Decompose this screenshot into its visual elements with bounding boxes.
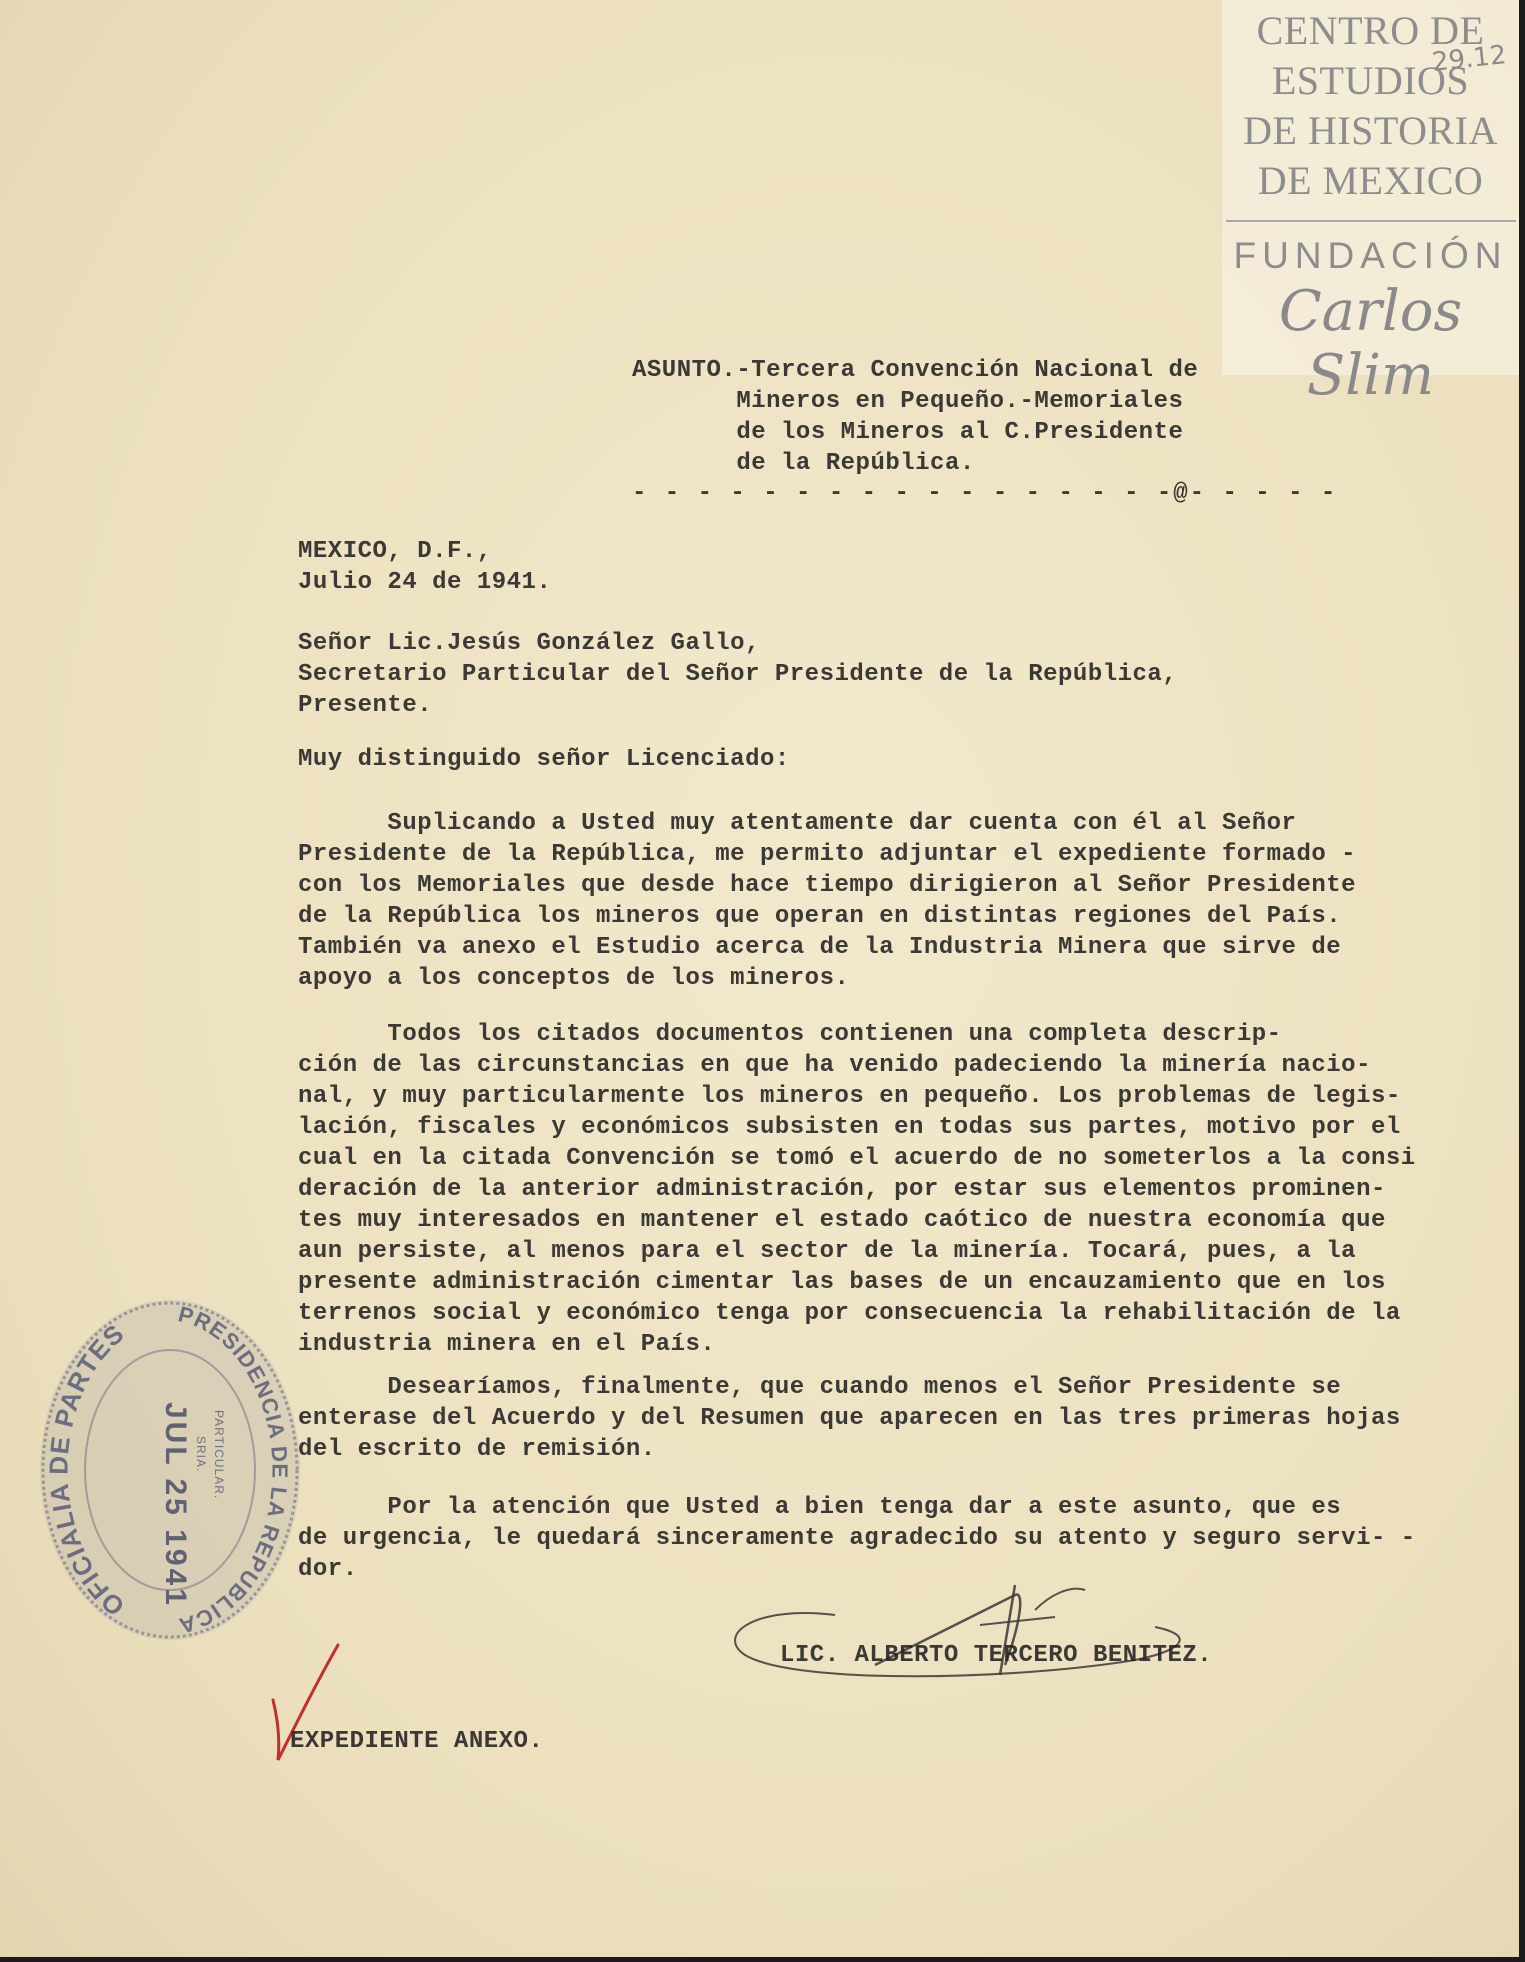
body-line: Por la atención que Usted a bien tenga dar a este asunto, que es [298, 1494, 1342, 1521]
archive-divider [1226, 220, 1516, 222]
subject-line: de los Mineros al C.Presidente [632, 419, 1184, 446]
body-line: de la República los mineros que operan en distintas regiones del País. [298, 903, 1342, 930]
scan-edge-bottom [0, 1957, 1525, 1962]
subject-line: ASUNTO.-Tercera Convención Nacional de [632, 357, 1199, 384]
body-line: deración de la anterior administración, por estar sus elementos prominen- [298, 1176, 1386, 1203]
body-line: dor. [298, 1556, 358, 1583]
body-line: terrenos social y económico tenga por consecuencia la rehabilitación de la [298, 1300, 1401, 1327]
body-line: nal, y muy particularmente los mineros en pequeño. Los problemas de legis- [298, 1083, 1401, 1110]
archive-line-4: DE MEXICO [1257, 158, 1484, 203]
archive-foundation: FUNDACIÓN [1233, 235, 1508, 276]
pencil-note: 29.12 [1430, 40, 1508, 78]
stamp-particular: PARTICULAR. [212, 1410, 226, 1500]
body-line: Desearíamos, finalmente, que cuando menos el Señor Presidente se [298, 1374, 1342, 1401]
paragraph-2 [298, 1019, 1416, 1360]
addressee-line: Señor Lic.Jesús González Gallo, [298, 630, 760, 657]
addressee-line: Secretario Particular del Señor Presidente de la República, [298, 661, 1178, 688]
subject-separator: - - - - - - - - - - - - - - - - -@- - - - - [632, 480, 1338, 507]
body-line: con los Memoriales que desde hace tiempo dirigieron al Señor Presidente [298, 872, 1357, 899]
body-line: cual en la citada Convención se tomó el acuerdo de no someterlos a la consi [298, 1145, 1416, 1172]
archive-signature-logo: Carlos Slim [1278, 279, 1463, 408]
place: MEXICO, D.F., [298, 538, 492, 565]
subject-line: de la República. [632, 450, 975, 477]
body-line: apoyo a los conceptos de los mineros. [298, 965, 850, 992]
stamp-sria: SRIA. [194, 1436, 208, 1473]
body-line: tes muy interesados en mantener el estado caótico de nuestra economía que [298, 1207, 1386, 1234]
body-line: lación, fiscales y económicos subsisten en todas sus partes, motivo por el [298, 1114, 1401, 1141]
paragraph-1 [298, 808, 1356, 994]
enclosure-note: EXPEDIENTE ANEXO. [290, 1728, 544, 1755]
handwritten-signature [715, 1555, 1235, 1695]
stamp-arc-left: OFICIALIA DE PARTES [43, 1317, 131, 1623]
body-line: También va anexo el Estudio acerca de la Industria Minera que sirve de [298, 934, 1342, 961]
addressee-line: Presente. [298, 692, 433, 719]
date: Julio 24 de 1941. [298, 569, 552, 596]
signer-name: LIC. ALBERTO TERCERO BENITEZ. [780, 1642, 1213, 1669]
body-line: de urgencia, le quedará sinceramente agradecido su atento y seguro servi- - [298, 1525, 1416, 1552]
body-line: presente administración cimentar las bases de un encauzamiento que en los [298, 1269, 1386, 1296]
scan-edge-right [1519, 0, 1525, 1962]
stamp-date: JUL 25 1941 [159, 1402, 192, 1608]
body-line: Suplicando a Usted muy atentamente dar cuenta con él al Señor [298, 810, 1297, 837]
body-line: del escrito de remisión. [298, 1436, 656, 1463]
archive-line-1: CENTRO DE [1256, 8, 1485, 53]
archive-line-3: DE HISTORIA [1243, 108, 1498, 153]
place-date-block [298, 536, 551, 598]
body-line: ción de las circunstancias en que ha venido padeciendo la minería nacio- [298, 1052, 1371, 1079]
addressee-block [298, 628, 1177, 721]
oficialia-de-partes-stamp [40, 1300, 300, 1640]
archive-line-2: ESTUDIOS [1271, 58, 1470, 103]
salutation: Muy distinguido señor Licenciado: [298, 746, 790, 773]
stamp-arc-right: PRESIDENCIA DE LA REPUBLICA [175, 1301, 293, 1639]
body-line: Todos los citados documentos contienen una completa descrip- [298, 1021, 1282, 1048]
body-line: enterase del Acuerdo y del Resumen que aparecen en las tres primeras hojas [298, 1405, 1401, 1432]
body-line: Presidente de la República, me permito adjuntar el expediente formado - [298, 841, 1357, 868]
subject-line: Mineros en Pequeño.-Memoriales [632, 388, 1184, 415]
paragraph-3 [298, 1372, 1401, 1465]
body-line: aun persiste, al menos para el sector de la minería. Tocará, pues, a la [298, 1238, 1357, 1265]
subject-block [632, 355, 1198, 479]
body-line: industria minera en el País. [298, 1331, 716, 1358]
